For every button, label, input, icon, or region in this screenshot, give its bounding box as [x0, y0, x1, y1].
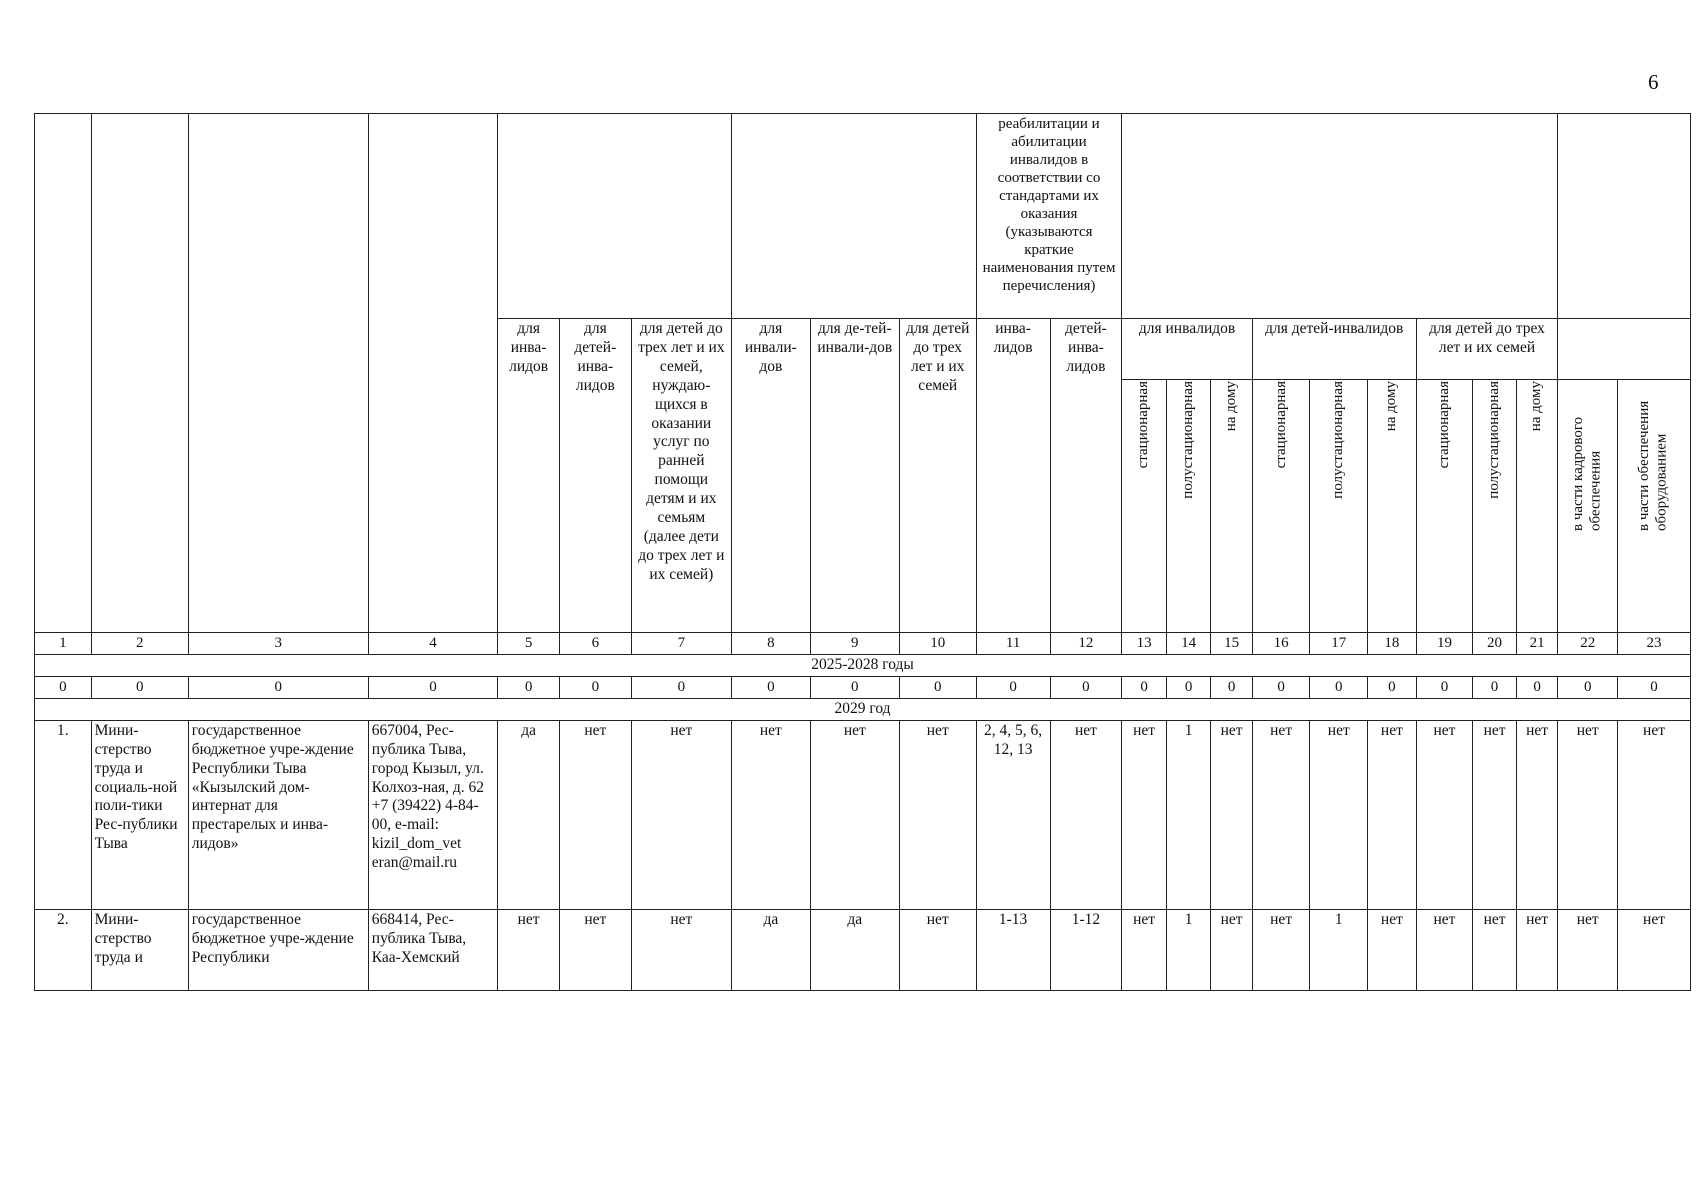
cell-c6: нет: [559, 909, 631, 990]
cell-c20: нет: [1473, 909, 1516, 990]
zero-cell-6: 0: [559, 676, 631, 698]
cell-c9: нет: [810, 720, 899, 909]
address-cell: 668414, Рес-публика Тыва, Каа-Хемский: [368, 909, 497, 990]
header-group-invalids: для инвалидов: [1122, 319, 1252, 380]
header-col-14: полустационарная: [1166, 380, 1211, 633]
cell-c9: да: [810, 909, 899, 990]
zero-cell-10: 0: [899, 676, 976, 698]
cell-c16: нет: [1252, 720, 1310, 909]
header-col-11: инва-лидов: [976, 319, 1050, 633]
zero-cell-18: 0: [1368, 676, 1417, 698]
table-row: [35, 720, 1691, 909]
row-number: 1.: [35, 720, 92, 909]
header-col-17: полустационарная: [1310, 380, 1368, 633]
column-number-16: 16: [1252, 633, 1310, 655]
page-number: 6: [1648, 70, 1659, 94]
column-number-20: 20: [1473, 633, 1516, 655]
zero-cell-7: 0: [631, 676, 731, 698]
zero-cell-15: 0: [1211, 676, 1252, 698]
cell-c5: да: [498, 720, 560, 909]
column-number-22: 22: [1558, 633, 1618, 655]
header-cell-1: [35, 114, 92, 633]
zero-cell-9: 0: [810, 676, 899, 698]
column-number-6: 6: [559, 633, 631, 655]
header-col-23: в части обеспечения оборудованием: [1618, 380, 1691, 633]
column-number-2: 2: [91, 633, 188, 655]
section-title-2029: 2029 год: [35, 698, 1691, 720]
zero-cell-5: 0: [498, 676, 560, 698]
header-col-19: стационарная: [1416, 380, 1473, 633]
ministry-cell: Мини-стерство труда и: [91, 909, 188, 990]
ministry-cell: Мини-стерство труда и социаль-ной поли-тики Рес-публики Тыва: [91, 720, 188, 909]
cell-c13: нет: [1122, 909, 1167, 990]
cell-c23: нет: [1618, 720, 1691, 909]
section-title-2025: 2025-2028 годы: [35, 655, 1691, 677]
cell-c15: нет: [1211, 720, 1252, 909]
cell-c16: нет: [1252, 909, 1310, 990]
zero-cell-4: 0: [368, 676, 497, 698]
header-cell-2: [91, 114, 188, 633]
cell-c7: нет: [631, 909, 731, 990]
zero-cell-8: 0: [731, 676, 810, 698]
cell-c11: 2, 4, 5, 6, 12, 13: [976, 720, 1050, 909]
header-col-6: для детей-инва-лидов: [559, 319, 631, 633]
cell-c22: нет: [1558, 720, 1618, 909]
header-group-small-children: для детей до трех лет и их семей: [1416, 319, 1558, 380]
column-number-4: 4: [368, 633, 497, 655]
zero-cell-20: 0: [1473, 676, 1516, 698]
header-group-5-7: [498, 114, 732, 319]
cell-c12: 1-12: [1050, 909, 1122, 990]
cell-c17: 1: [1310, 909, 1368, 990]
header-group-8-10: [731, 114, 976, 319]
column-number-12: 12: [1050, 633, 1122, 655]
address-cell: 667004, Рес-публика Тыва, город Кызыл, ул. Колхоз-ная, д. 62 +7 (39422) 4-84-00, e-mail: kizil_dom_vet eran@mail.ru: [368, 720, 497, 909]
institution-cell: государственное бюджетное учре-ждение Республики Тыва «Кызылский дом-интернат для престарелых и инва-лидов»: [188, 720, 368, 909]
column-number-11: 11: [976, 633, 1050, 655]
header-col-12: детей-инва-лидов: [1050, 319, 1122, 633]
cell-c13: нет: [1122, 720, 1167, 909]
zero-cell-13: 0: [1122, 676, 1167, 698]
services-table: [34, 113, 1691, 991]
header-col-15: на дому: [1211, 380, 1252, 633]
header-col-21: на дому: [1516, 380, 1558, 633]
zero-cell-23: 0: [1618, 676, 1691, 698]
zero-row: [35, 676, 1691, 698]
column-number-7: 7: [631, 633, 731, 655]
column-number-21: 21: [1516, 633, 1558, 655]
column-number-23: 23: [1618, 633, 1691, 655]
cell-c19: нет: [1416, 720, 1473, 909]
section-row-2025: [35, 655, 1691, 677]
cell-c22: нет: [1558, 909, 1618, 990]
column-number-3: 3: [188, 633, 368, 655]
header-group-13-21: [1122, 114, 1558, 319]
header-col-10: для детей до трех лет и их семей: [899, 319, 976, 633]
zero-cell-17: 0: [1310, 676, 1368, 698]
cell-c14: 1: [1166, 909, 1211, 990]
zero-cell-11: 0: [976, 676, 1050, 698]
cell-c17: нет: [1310, 720, 1368, 909]
header-cell-3: [188, 114, 368, 633]
cell-c7: нет: [631, 720, 731, 909]
zero-cell-16: 0: [1252, 676, 1310, 698]
header-col-20: полустационарная: [1473, 380, 1516, 633]
column-number-row: [35, 633, 1691, 655]
column-number-15: 15: [1211, 633, 1252, 655]
cell-c15: нет: [1211, 909, 1252, 990]
column-number-18: 18: [1368, 633, 1417, 655]
zero-cell-19: 0: [1416, 676, 1473, 698]
header-rehab-group: реабилитации и абилитации инвалидов в соответствии со стандартами их оказания (указываются краткие наименования путем перечисления): [976, 114, 1122, 319]
header-cell-4: [368, 114, 497, 633]
cell-c8: нет: [731, 720, 810, 909]
header-col-9: для де-тей-инвали-дов: [810, 319, 899, 633]
cell-c19: нет: [1416, 909, 1473, 990]
cell-c10: нет: [899, 720, 976, 909]
header-group-22-23-sub: [1558, 319, 1691, 380]
cell-c20: нет: [1473, 720, 1516, 909]
cell-c11: 1-13: [976, 909, 1050, 990]
zero-cell-21: 0: [1516, 676, 1558, 698]
header-col-16: стационарная: [1252, 380, 1310, 633]
column-number-5: 5: [498, 633, 560, 655]
column-number-9: 9: [810, 633, 899, 655]
column-number-1: 1: [35, 633, 92, 655]
zero-cell-3: 0: [188, 676, 368, 698]
cell-c6: нет: [559, 720, 631, 909]
cell-c18: нет: [1368, 909, 1417, 990]
header-col-5: для инва-лидов: [498, 319, 560, 633]
cell-c5: нет: [498, 909, 560, 990]
zero-cell-14: 0: [1166, 676, 1211, 698]
institution-cell: государственное бюджетное учре-ждение Республики: [188, 909, 368, 990]
cell-c14: 1: [1166, 720, 1211, 909]
header-col-13: стационарная: [1122, 380, 1167, 633]
header-col-7: для детей до трех лет и их семей, нуждаю-щихся в оказании услуг по ранней помощи детям и их семьям (далее дети до трех лет и их семей): [631, 319, 731, 633]
header-group-children: для детей-инвалидов: [1252, 319, 1416, 380]
cell-c18: нет: [1368, 720, 1417, 909]
cell-c21: нет: [1516, 909, 1558, 990]
column-number-17: 17: [1310, 633, 1368, 655]
column-number-8: 8: [731, 633, 810, 655]
header-col-22: в части кадрового обеспечения: [1558, 380, 1618, 633]
zero-cell-12: 0: [1050, 676, 1122, 698]
table-row: [35, 909, 1691, 990]
column-number-10: 10: [899, 633, 976, 655]
header-col-8: для инвали-дов: [731, 319, 810, 633]
zero-cell-22: 0: [1558, 676, 1618, 698]
cell-c21: нет: [1516, 720, 1558, 909]
header-group-22-23: [1558, 114, 1691, 319]
column-number-19: 19: [1416, 633, 1473, 655]
cell-c23: нет: [1618, 909, 1691, 990]
header-row-top: [35, 114, 1691, 319]
cell-c8: да: [731, 909, 810, 990]
zero-cell-1: 0: [35, 676, 92, 698]
section-row-2029: [35, 698, 1691, 720]
column-number-14: 14: [1166, 633, 1211, 655]
row-number: 2.: [35, 909, 92, 990]
cell-c12: нет: [1050, 720, 1122, 909]
cell-c10: нет: [899, 909, 976, 990]
column-number-13: 13: [1122, 633, 1167, 655]
header-col-18: на дому: [1368, 380, 1417, 633]
zero-cell-2: 0: [91, 676, 188, 698]
